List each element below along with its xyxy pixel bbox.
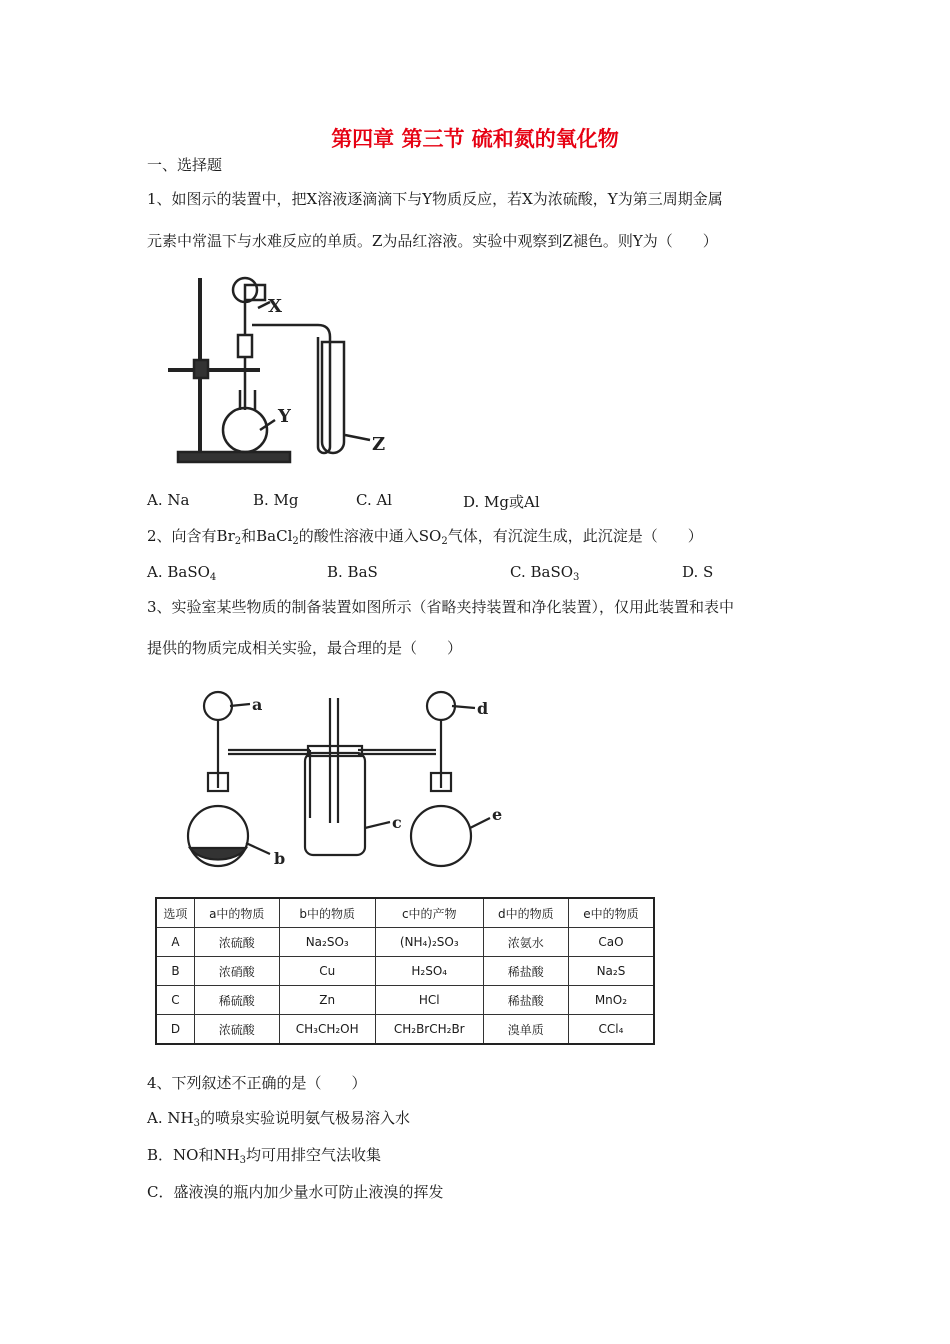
q1-option-a[interactable]: A. Na: [147, 491, 190, 509]
table-cell: (NH₄)₂SO₃: [375, 928, 483, 957]
table-cell: 稀盐酸: [483, 957, 568, 986]
q4-option-a[interactable]: A. $NH_3$的喷泉实验说明氨气极易溶入水: [147, 1109, 410, 1129]
table-header-cell: 选项: [156, 898, 194, 928]
q1-option-c[interactable]: C. Al: [356, 491, 393, 509]
table-cell: 稀硫酸: [194, 986, 279, 1015]
table-cell: A: [156, 928, 194, 957]
q2-option-a[interactable]: A. BaSO$_4$: [147, 563, 217, 583]
q4-option-b[interactable]: B．NO和$NH_3$均可用排空气法收集: [147, 1146, 382, 1166]
table-cell: CaO: [568, 928, 654, 957]
table-header-row: [156, 898, 654, 928]
table-header-cell: d中的物质: [483, 898, 568, 928]
q1-option-d[interactable]: D. Mg或Al: [463, 493, 540, 511]
table-cell: 溴单质: [483, 1015, 568, 1045]
fig3-label-e: e: [492, 805, 503, 824]
table-header-cell: e中的物质: [568, 898, 654, 928]
table-header-cell: a中的物质: [194, 898, 279, 928]
q2-option-c[interactable]: C. BaSO$_3$: [510, 563, 580, 583]
fig3-label-a: a: [252, 695, 263, 714]
table-cell: 浓硫酸: [194, 928, 279, 957]
table-cell: MnO₂: [568, 986, 654, 1015]
table-cell: D: [156, 1015, 194, 1045]
table-cell: CCl₄: [568, 1015, 654, 1045]
q3-stem-line2: 提供的物质完成相关实验，最合理的是（ ）: [147, 639, 463, 657]
table-cell: Zn: [279, 986, 375, 1015]
q2-option-d[interactable]: D. S: [682, 563, 714, 581]
q2-stem: 2、向含有$Br_2$和BaCl$_2$的酸性溶液中通入$SO_2$气体，有沉淀生成，此沉淀是（ ）: [147, 527, 703, 547]
fig3-label-b: b: [274, 849, 286, 868]
table-cell: C: [156, 986, 194, 1015]
q1-stem-line2: 元素中常温下与水难反应的单质。Z为品红溶液。实验中观察到Z褪色。则Y为（ ）: [147, 232, 718, 250]
fig3-label-d: d: [477, 699, 489, 718]
q3-apparatus-figure: [180, 678, 520, 878]
fig3-label-c: c: [392, 813, 402, 832]
table-cell: 稀盐酸: [483, 986, 568, 1015]
q1-apparatus-figure: [160, 270, 400, 470]
section-heading: 一、选择题: [147, 156, 223, 174]
table-cell: 浓硝酸: [194, 957, 279, 986]
table-cell: CH₃CH₂OH: [279, 1015, 375, 1045]
table-cell: CH₂BrCH₂Br: [375, 1015, 483, 1045]
table-cell: B: [156, 957, 194, 986]
page-title: 第四章 第三节 硫和氮的氧化物: [331, 127, 619, 151]
table-header-cell: b中的物质: [279, 898, 375, 928]
table-cell: H₂SO₄: [375, 957, 483, 986]
table-cell: Na₂SO₃: [279, 928, 375, 957]
q4-option-c[interactable]: C．盛液溴的瓶内加少量水可防止液溴的挥发: [147, 1183, 444, 1201]
table-row: [156, 928, 654, 957]
fig1-label-z: Z: [372, 434, 386, 455]
q1-option-b[interactable]: B. Mg: [253, 491, 299, 509]
table-cell: Cu: [279, 957, 375, 986]
table-cell: Na₂S: [568, 957, 654, 986]
table-row: [156, 1015, 654, 1045]
fig1-label-x: X: [268, 296, 282, 317]
table-header-cell: c中的产物: [375, 898, 483, 928]
table-row: [156, 957, 654, 986]
q3-data-table: [155, 897, 655, 1045]
q1-stem-line1: 1、如图示的装置中，把X溶液逐滴滴下与Y物质反应，若X为浓硫酸，Y为第三周期金属: [147, 190, 723, 208]
table-cell: 浓硫酸: [194, 1015, 279, 1045]
q3-stem-line1: 3、实验室某些物质的制备装置如图所示（省略夹持装置和净化装置），仅用此装置和表中: [147, 598, 735, 616]
fig1-label-y: Y: [278, 406, 291, 427]
q4-stem: 4、下列叙述不正确的是（ ）: [147, 1074, 367, 1092]
q2-option-b[interactable]: B. BaS: [327, 563, 378, 581]
table-cell: 浓氨水: [483, 928, 568, 957]
table-row: [156, 986, 654, 1015]
table-cell: HCl: [375, 986, 483, 1015]
